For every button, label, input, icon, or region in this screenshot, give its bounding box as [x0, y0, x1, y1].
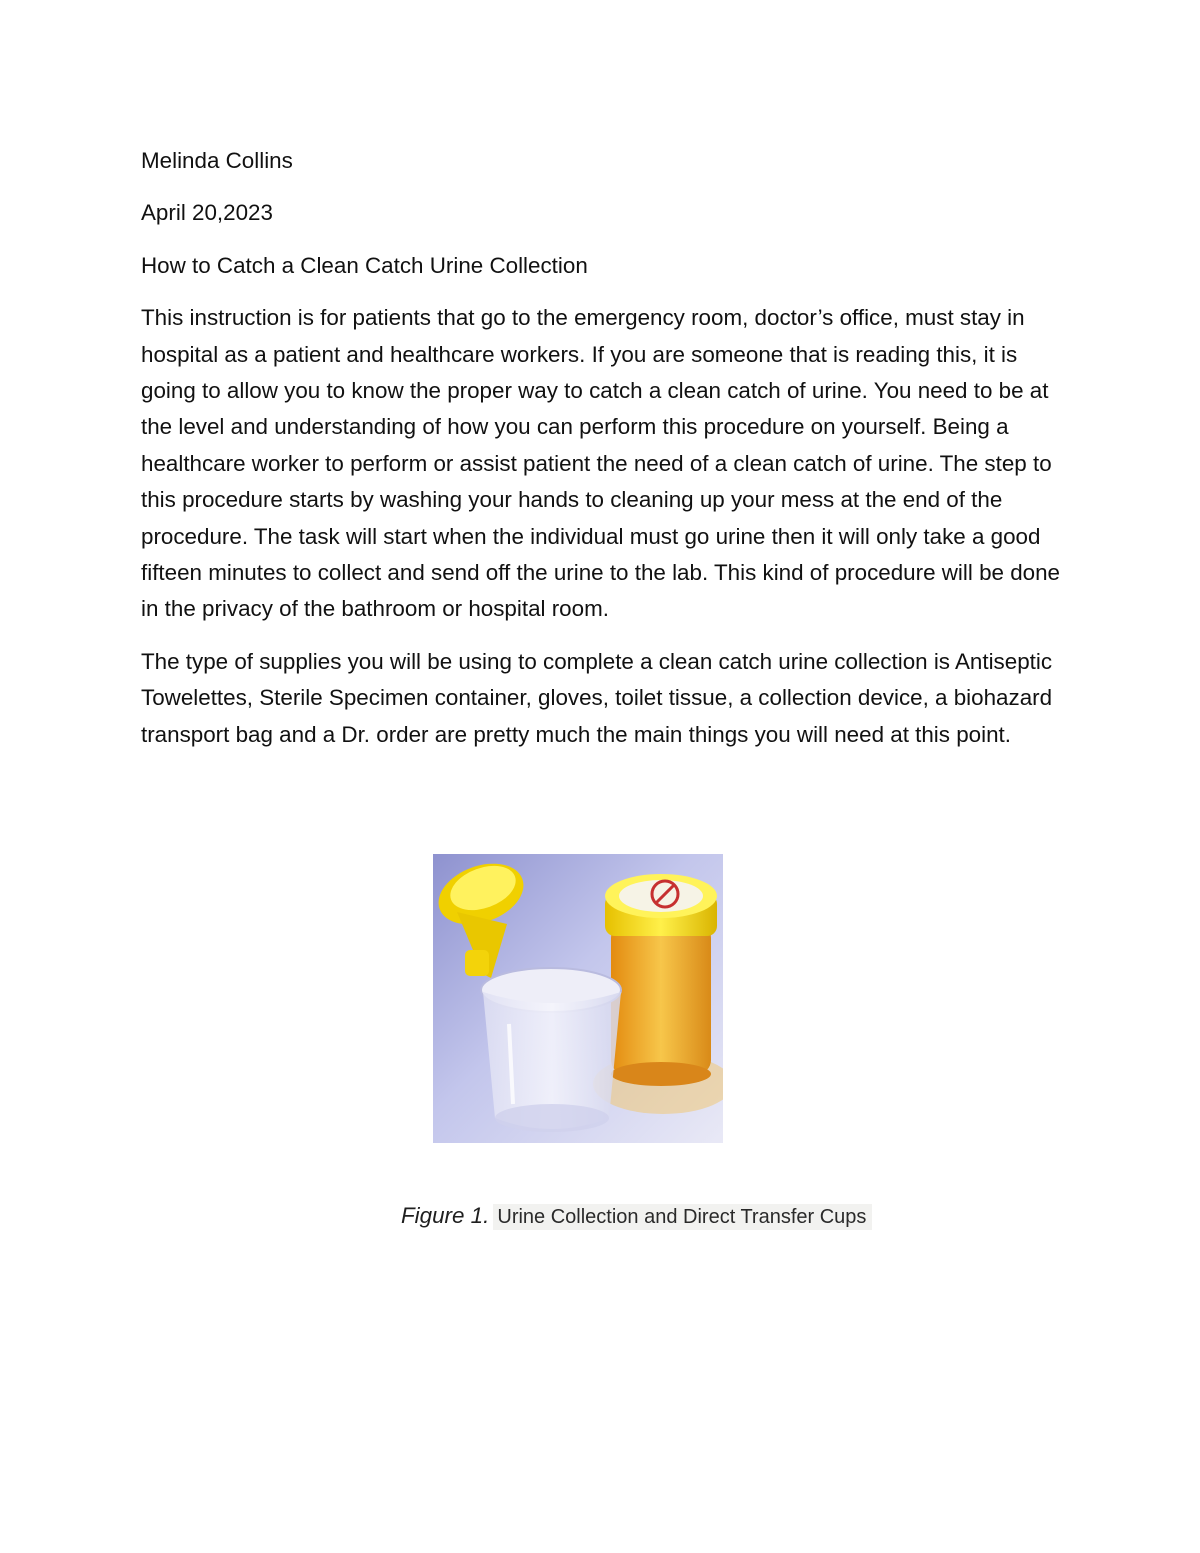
- document-date: April 20,2023: [141, 200, 273, 226]
- urine-cups-illustration: [433, 854, 723, 1143]
- paragraph-supplies: The type of supplies you will be using to complete a clean catch urine collection is Antiseptic Towelettes, Sterile Specimen container, gloves, toilet tissue, a collection device, a biohazard transport bag and a Dr. order are pretty much the main things you will need at this point.: [141, 648, 1053, 747]
- figure-number: Figure 1.: [401, 1203, 490, 1228]
- amber-specimen-cup: [611, 924, 711, 1074]
- author-name: Melinda Collins: [141, 148, 293, 173]
- document-body: [141, 143, 1066, 769]
- paragraph-intro: This instruction is for patients that go to the emergency room, doctor’s office, must stay in hospital as a patient and healthcare workers. If you are someone that is reading this, it is going to allow you to know the proper way to catch a clean catch of urine. You need to be at the level and understanding of how you can perform this procedure on yourself. Being a healthcare worker to perform or assist patient the need of a clean catch of urine. The step to this procedure starts by washing your hands to cleaning up your mess at the end of the procedure. The task will start when the individual must go urine then it will only take a good fifteen minutes to collect and send off the urine to the lab. This kind of procedure will be done in the privacy of the bathroom or hospital room.: [141, 305, 1060, 622]
- figure-image-urine-cups: [433, 854, 723, 1143]
- document-title: How to Catch a Clean Catch Urine Collection: [141, 252, 588, 278]
- figure-caption: [401, 1199, 872, 1234]
- figure-title: Urine Collection and Direct Transfer Cups: [493, 1204, 872, 1230]
